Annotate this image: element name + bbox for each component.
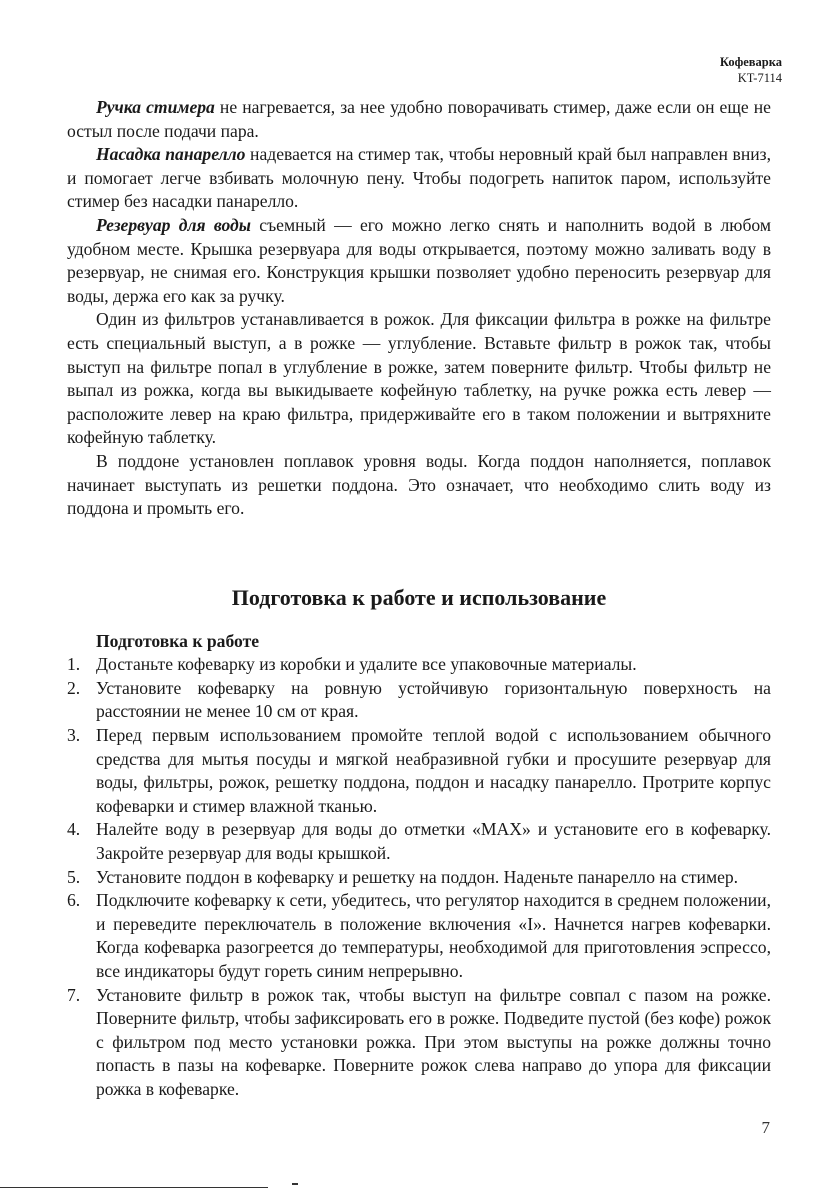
paragraph-lead: Резервуар для воды [96,214,251,235]
section-subheading: Подготовка к работе [96,630,260,651]
step-text: Установите фильтр в рожок так, чтобы выступ на фильтре совпал с пазом на рожке. Поверните фильтр, чтобы зафиксировать его в рожке. Подведите пустой (без кофе) рожок с фильтром под место установки рожка. При этом выступы на рожке должны точно попасть в пазы на кофеварке. Поверните рожок слева направо до упора для фиксации рожка в кофеварке. [96,984,771,1099]
step-number: 1. [67,654,81,675]
paragraph-text: Один из фильтров устанавливается в рожок. Для фиксации фильтра в рожке на фильтре есть специальный выступ, а в рожке — углубление. Вставьте фильтр в рожок так, чтобы выступ на фильтре попал в углубление в рожке, затем поверните фильтр. Чтобы фильтр не выпал из рожка, когда вы выкидываете кофейную таблетку, на ручке рожка есть левер — расположите левер на краю фильтра, придерживайте его в таком положении и вытряхните кофейную таблетку. [67,309,771,448]
steps-list [67,653,771,1101]
step-text: Достаньте кофеварку из коробки и удалите все упаковочные материалы. [96,654,637,675]
step-text: Подключите кофеварку к сети, убедитесь, что регулятор находится в среднем положении, и переведите переключатель в положение включения «I». Начнется нагрев кофеварки. Когда кофеварка разогреется до температуры, необходимой для приготовления эспрессо, все индикаторы будут гореть синим непрерывно. [96,890,771,981]
paragraph-text: В поддоне установлен поплавок уровня воды. Когда поддон наполняется, поплавок начинает выступать из решетки поддона. Это означает, что необходимо слить воду из поддона и промыть его. [67,450,771,519]
step-text: Перед первым использованием промойте теплой водой с использованием обычного средства для мытья посуды и мягкой неабразивной губки и просушите резервуар для воды, фильтры, рожок, решетку поддона, поддон и насадку панарелло. Протрите корпус кофеварки и стимер влажной тканью. [96,725,771,816]
paragraph-lead: Насадка панарелло [96,144,246,165]
list-item [67,984,771,1102]
step-number: 2. [67,677,81,698]
step-number: 4. [67,819,81,840]
page-number: 7 [761,1118,770,1137]
paragraph-water-tank [67,214,771,308]
footer-mark [292,1183,298,1185]
paragraph-filter [67,308,771,450]
header-model: KT-7114 [737,71,782,85]
paragraph-lead: Ручка стимера [96,97,215,117]
list-item [67,889,771,983]
list-item [67,866,771,890]
paragraph-panarello [67,143,771,214]
list-item [67,818,771,865]
section-title: Подготовка к работе и использование [231,584,607,610]
step-number: 7. [67,984,81,1005]
step-number: 5. [67,866,81,887]
step-text: Налейте воду в резервуар для воды до отметки «MAX» и установите его в кофеварку. Закройте резервуар для воды крышкой. [96,819,771,864]
list-item [67,724,771,818]
list-item [67,653,771,677]
footer-rule [0,1187,268,1188]
step-number: 3. [67,725,81,746]
page-header [720,54,782,86]
paragraph-steamer-handle [67,96,771,143]
paragraph-text: не нагревается, за нее удобно поворачивать стимер, даже если он еще не остыл после подачи пара. [67,97,771,141]
paragraph-text: съемный — его можно легко снять и наполнить водой в любом удобном месте. Крышка резервуара для воды открывается, поэтому можно заливать воду в резервуар, не снимая его. Конструкция крышки позволяет удобно переносить резервуар для воды, держа его как за ручку. [67,214,771,306]
step-text: Установите кофеварку на ровную устойчивую горизонтальную поверхность на расстоянии не менее 10 см от края. [96,677,771,722]
list-item [67,677,771,724]
header-product: Кофеварка [719,55,782,69]
paragraph-drip-tray [67,450,771,521]
paragraph-text: надевается на стимер так, чтобы неровный край был направлен вниз, и помогает легче взбивать молочную пену. Чтобы подогреть напиток паром, используйте стимер без насадки панарелло. [67,144,772,212]
page-content [67,96,771,1102]
step-number: 6. [67,890,81,911]
step-text: Установите поддон в кофеварку и решетку на поддон. Наденьте панарелло на стимер. [96,866,739,887]
